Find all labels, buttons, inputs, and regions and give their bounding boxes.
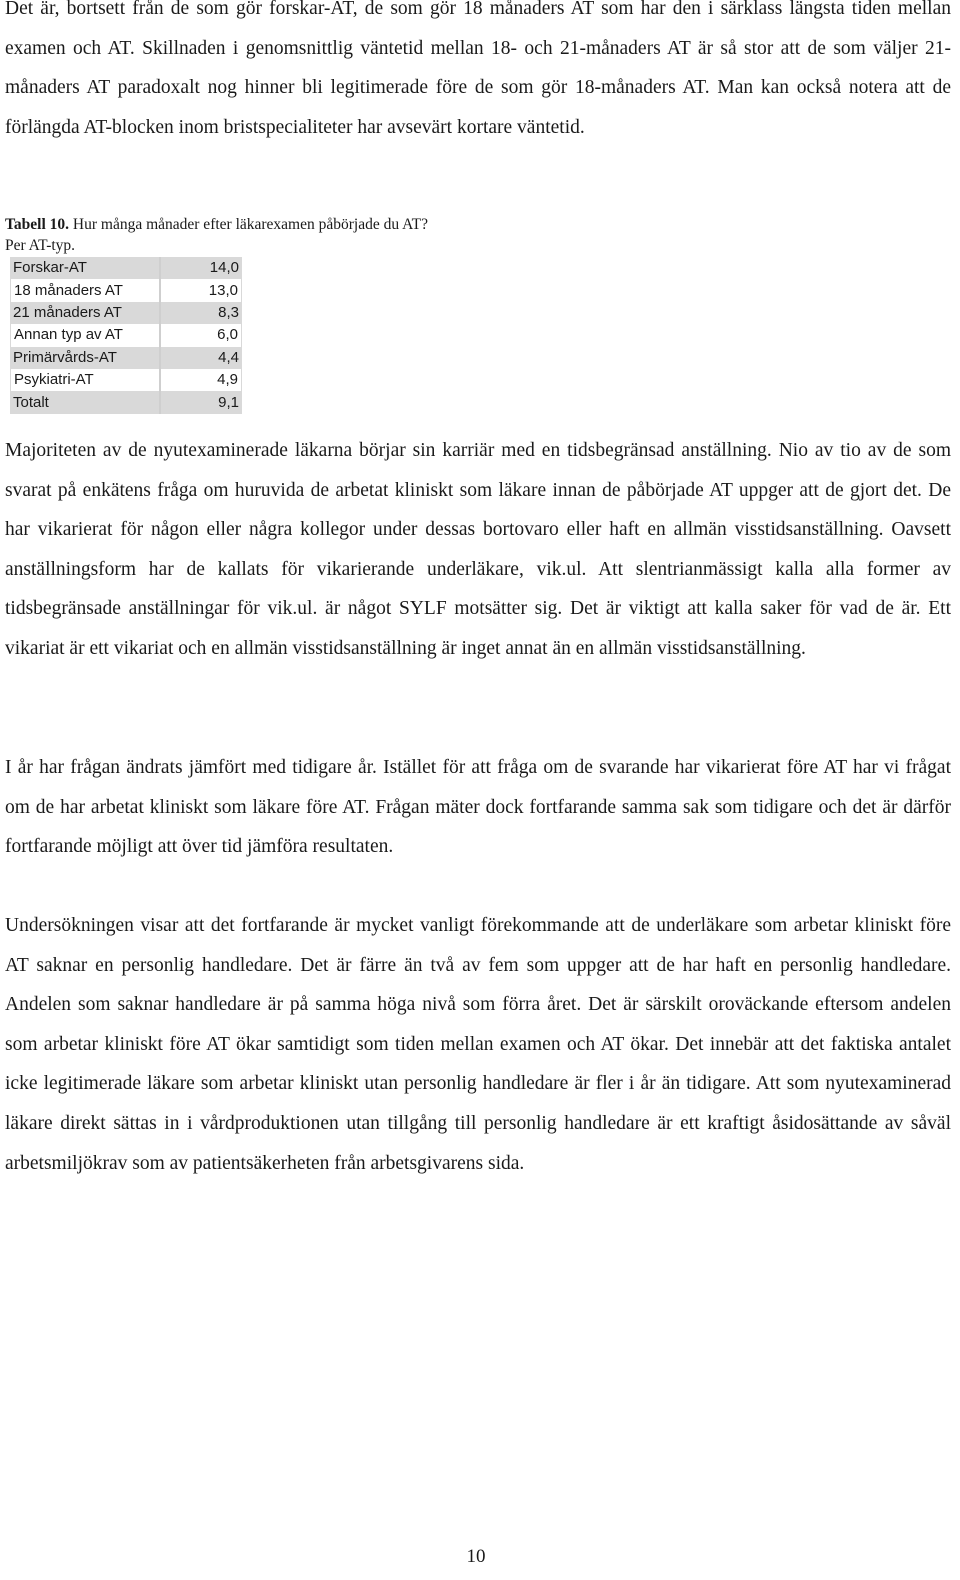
row-label: Psykiatri-AT bbox=[10, 369, 161, 391]
row-value: 14,0 bbox=[161, 257, 242, 279]
table-row bbox=[10, 302, 242, 324]
table-caption bbox=[5, 214, 428, 256]
table-row bbox=[10, 279, 242, 301]
row-value: 4,9 bbox=[161, 369, 242, 391]
paragraph-waiting-time: Det är, bortsett från de som gör forskar-AT, de som gör 18 månaders AT som har den i särklass längsta tiden mellan examen och AT. Skillnaden i genomsnittlig väntetid mellan 18- och 21-månaders AT är så stor att de som väljer 21-månaders AT paradoxalt nog hinner bli legitimerade före de som gör 18-månaders AT. Man kan också notera att de förlängda AT-blocken inom bristspecialiteter har avsevärt kortare väntetid. bbox=[5, 0, 951, 138]
row-value: 8,3 bbox=[161, 302, 242, 324]
page-number: 10 bbox=[466, 1546, 486, 1567]
table-row bbox=[10, 369, 242, 391]
table-caption-text: Hur många månader efter läkarexamen påbörjade du AT? bbox=[69, 216, 428, 233]
at-type-table-container bbox=[10, 257, 242, 414]
row-value: 9,1 bbox=[161, 391, 242, 413]
table-caption-subtitle: Per AT-typ. bbox=[5, 237, 76, 254]
paragraph-supervisor: Undersökningen visar att det fortfarande är mycket vanligt förekommande att de underläkare som arbetar kliniskt före AT saknar en personlig handledare. Det är färre än två av fem som uppger att de har haft en personlig handledare. Andelen som saknar handledare är på samma höga nivå som förra året. Det är särskilt oroväckande eftersom andelen som arbetar kliniskt före AT ökar samtidigt som tiden mellan examen och AT ökar. Det innebär att det faktiska antalet icke legitimerade läkare som arbetar kliniskt utan personlig handledare är fler i år än tidigare. Att som nyutexaminerad läkare direkt sättas in i vårdproduktionen utan tillgång till personlig handledare är ett kraftigt åsidosättande av såväl arbetsmiljökrav som av patientsäkerheten från arbetsgivarens sida. bbox=[5, 915, 951, 1174]
row-label: Annan typ av AT bbox=[10, 324, 161, 346]
at-type-table bbox=[10, 257, 242, 414]
row-label: Totalt bbox=[10, 391, 161, 413]
paragraph-question-change: I år har frågan ändrats jämfört med tidigare år. Istället för att fråga om de svarande har vikarierat före AT har vi frågat om de har arbetat kliniskt som läkare före AT. Frågan mäter dock fortfarande samma sak som tidigare och det är därför fortfarande möjligt att över tid jämföra resultaten. bbox=[5, 757, 951, 858]
row-label: 18 månaders AT bbox=[10, 279, 161, 301]
table-row-total bbox=[10, 391, 242, 413]
row-value: 6,0 bbox=[161, 324, 242, 346]
table-row bbox=[10, 347, 242, 369]
table-row bbox=[10, 257, 242, 279]
table-caption-label: Tabell 10. bbox=[5, 216, 70, 233]
row-value: 4,4 bbox=[161, 347, 242, 369]
row-label: Forskar-AT bbox=[10, 257, 161, 279]
row-label: Primärvårds-AT bbox=[10, 347, 161, 369]
row-value: 13,0 bbox=[161, 279, 242, 301]
table-row bbox=[10, 324, 242, 346]
paragraph-temporary-employment: Majoriteten av de nyutexaminerade läkarna börjar sin karriär med en tidsbegränsad anställning. Nio av tio av de som svarat på enkätens fråga om huruvida de arbetat kliniskt som läkare innan de påbörjade AT uppger att de gjort det. De har vikarierat för någon eller några kollegor under dessas bortovaro eller haft en allmän visstidsanställning. Oavsett anställningsform har de kallats för vikarierande underläkare, vik.ul. Att slentrianmässigt kalla alla former av tidsbegränsade anställningar för vik.ul. är något SYLF motsätter sig. Det är viktigt att kalla saker för vad de är. Ett vikariat är ett vikariat och en allmän visstidsanställning är inget annat än en allmän visstidsanställning. bbox=[5, 440, 951, 659]
table-caption-title bbox=[5, 214, 428, 235]
row-label: 21 månaders AT bbox=[10, 302, 161, 324]
